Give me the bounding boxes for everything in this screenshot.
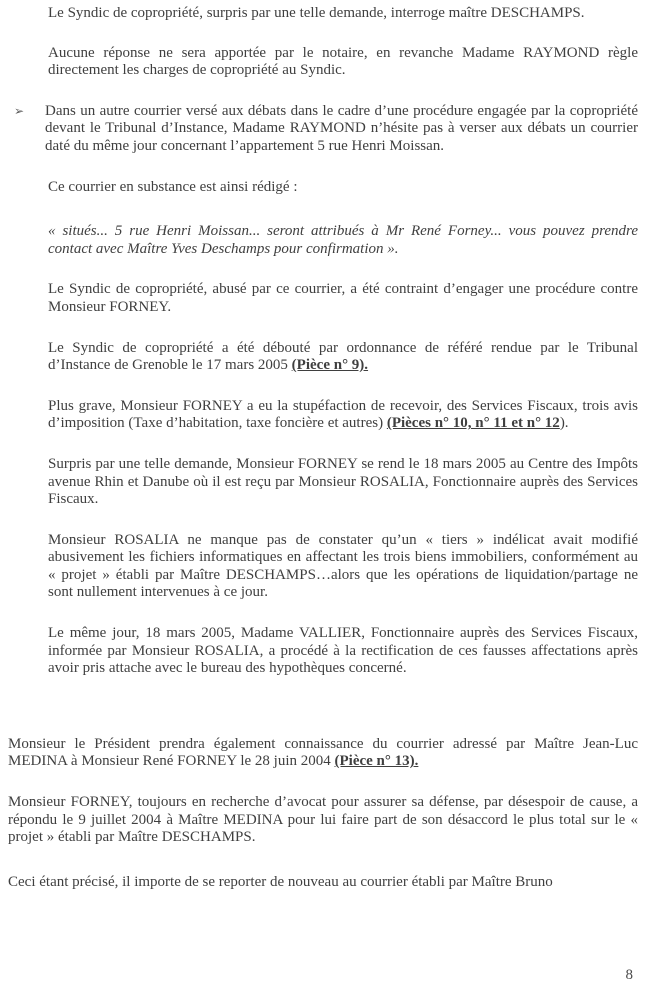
paragraph	[14, 102, 638, 156]
paragraph-text: Ce courrier en substance est ainsi rédigé :	[48, 178, 298, 195]
paragraph-text: Dans un autre courrier versé aux débats dans le cadre d’une procédure engagée par la copropriété devant le Tribunal d’Instance, Madame RAYMOND n’hésite pas à verser aux débats un courrier daté du même jour concernant l’appartement 5 rue Henri Moissan.	[45, 102, 638, 154]
paragraph	[48, 398, 638, 433]
arrow-bullet-icon: ➢	[14, 103, 25, 118]
paragraph	[48, 456, 638, 509]
exhibit-reference: (Pièce n° 9).	[291, 357, 369, 374]
paragraph	[48, 340, 638, 375]
paragraph-text: « situés... 5 rue Henri Moissan... seront attribués à Mr René Forney... vous pouvez prendre contact avec Maître Yves Deschamps pour confirmation ».	[48, 223, 638, 257]
paragraph	[8, 874, 638, 892]
paragraph-text: Le Syndic de copropriété, abusé par ce courrier, a été contraint d’engager une procédure contre Monsieur FORNEY.	[48, 281, 638, 315]
paragraph-text: Le Syndic de copropriété a été débouté par ordonnance de référé rendue par le Tribunal d’Instance de Grenoble le 17 mars 2005	[48, 339, 638, 374]
paragraph-text: Surpris par une telle demande, Monsieur FORNEY se rend le 18 mars 2005 au Centre des Impôts avenue Rhin et Danube où il est reçu par Monsieur ROSALIA, Fonctionnaire auprès des Services Fiscaux.	[48, 455, 638, 508]
paragraph-text: Aucune réponse ne sera apportée par le notaire, en revanche Madame RAYMOND règle directement les charges de copropriété au Syndic.	[48, 44, 638, 79]
paragraph	[48, 5, 638, 23]
paragraph-text: Ceci étant précisé, il importe de se reporter de nouveau au courrier établi par Maître Bruno	[8, 873, 553, 890]
paragraph-text: Monsieur FORNEY, toujours en recherche d’avocat pour assurer sa défense, par désespoir de cause, a répondu le 9 juillet 2004 à Maître MEDINA pour lui faire part de son désaccord le plus total sur le « projet » établi par Maître DESCHAMPS.	[8, 794, 638, 846]
paragraph-text: Plus grave, Monsieur FORNEY a eu la stupéfaction de recevoir, des Services Fiscaux, trois avis d’imposition (Taxe d’habitation, taxe foncière et autres)	[48, 397, 638, 432]
page-number: 8	[625, 967, 633, 983]
paragraph-text: Monsieur le Président prendra également connaissance du courrier adressé par Maître Jean-Luc MEDINA à Monsieur René FORNEY le 28 juin 2004	[8, 735, 638, 770]
paragraph	[8, 794, 638, 847]
paragraph	[8, 736, 638, 771]
paragraph	[48, 45, 638, 80]
paragraph	[48, 532, 638, 602]
exhibit-reference: (Pièces n° 10, n° 11 et n° 12	[386, 415, 560, 432]
paragraph-text: Le même jour, 18 mars 2005, Madame VALLIER, Fonctionnaire auprès des Services Fiscaux, informée par Monsieur ROSALIA, a procédé à la rectification de ces fausses affectations après avoir pris attache avec le bureau des hypothèques concerné.	[48, 625, 638, 677]
paragraph	[48, 281, 638, 316]
paragraph	[48, 625, 638, 678]
paragraph-text: Monsieur ROSALIA ne manque pas de constater qu’un « tiers » indélicat avait modifié abusivement les fichiers informatiques en affectant les trois biens immobiliers, conformément au « projet » établi par Maître DESCHAMPS…alors que les opérations de liquidation/partage ne sont nullement intervenues à ce jour.	[48, 531, 638, 601]
quoted-letter-excerpt	[48, 223, 638, 258]
paragraph-text: ).	[559, 415, 569, 432]
paragraph	[48, 179, 638, 197]
exhibit-reference: (Pièce n° 13).	[334, 753, 419, 770]
paragraph-text: Le Syndic de copropriété, surpris par une telle demande, interroge maître DESCHAMPS.	[48, 5, 585, 21]
